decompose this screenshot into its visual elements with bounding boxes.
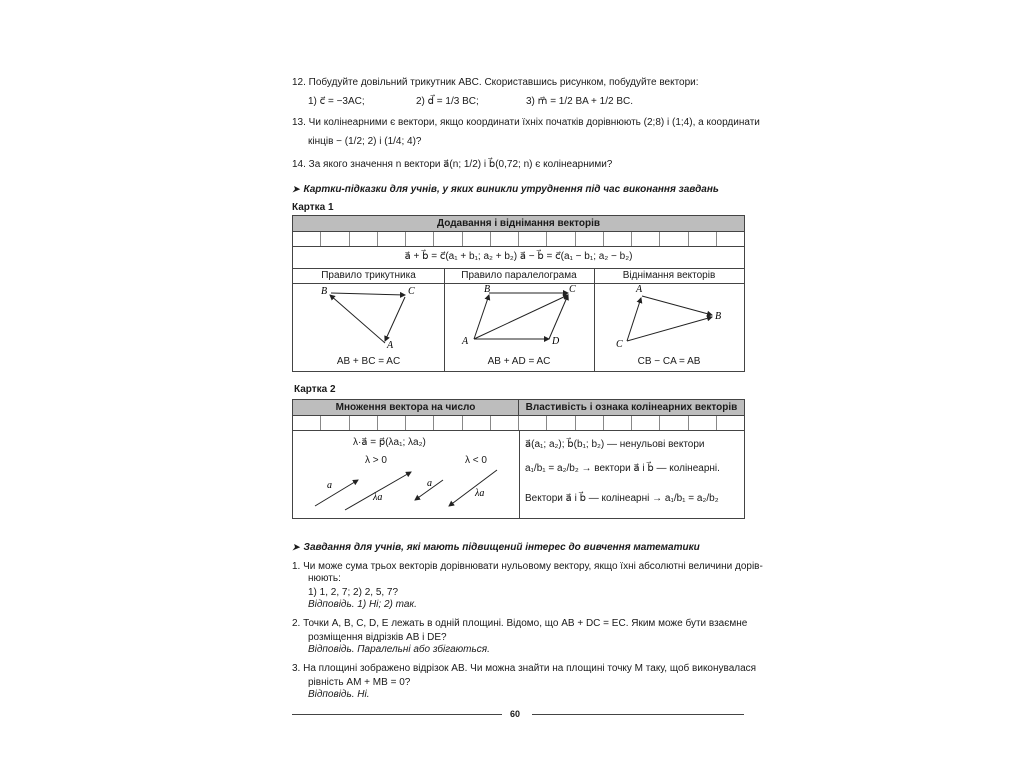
footer-rule-left: [292, 714, 502, 715]
card-1-formula: a⃗ + b⃗ = c⃗(a₁ + b₁; a₂ + b₂) a⃗ − b⃗ = c⃗(a₁ − b₁; a₂ − b₂): [293, 247, 744, 269]
arrow-bullet-icon: ➤: [292, 542, 300, 552]
adv-q2-answer: Відповідь. Паралельні або збігаються.: [308, 644, 490, 655]
svg-text:a⃗: a⃗: [327, 480, 340, 491]
scalar-multiplication-diagram: [293, 466, 519, 516]
adv-q2-line-1: 2. Точки A, B, C, D, E лежать в одній площині. Відомо, що AB + DC = EC. Яким може бути взаємне: [292, 618, 748, 629]
card-2-header-right: Властивість і ознака колінеарних векторів: [519, 400, 744, 416]
page-number: 60: [510, 709, 521, 719]
arrow-bullet-icon: ➤: [292, 184, 300, 194]
subtraction-diagram: [594, 284, 744, 356]
card-2-label: Картка 2: [294, 384, 336, 395]
vector-ab: [385, 297, 405, 341]
triangle-rule-diagram: [293, 284, 444, 356]
card-1-col-2-caption: AB + AD = AC: [487, 356, 551, 367]
card-2-header-left: Множення вектора на число: [293, 400, 519, 416]
adv-q3-line-2: рівність AM + MB = 0?: [308, 677, 411, 688]
svg-text:λa⃗: λa⃗: [373, 492, 391, 503]
point-b: B: [321, 286, 328, 297]
card-2-right-line-2: a₁/b₁ = a₂/b₂ → вектори a⃗ і b⃗ — колінеарні.: [525, 463, 720, 474]
svg-text:B: B: [484, 284, 491, 295]
lambda-positive: λ > 0: [365, 455, 387, 466]
adv-q3-answer: Відповідь. Ні.: [308, 689, 370, 700]
svg-text:a⃗: a⃗: [427, 478, 440, 489]
card-1-grid-row: [293, 232, 744, 247]
card-1-col-1-title: Правило трикутника: [293, 269, 444, 284]
card-2-grid-row: [293, 416, 744, 431]
svg-text:A: A: [636, 284, 643, 295]
card-1-header: Додавання і віднімання векторів: [293, 216, 744, 232]
adv-q1-line-2: нюють:: [308, 573, 341, 584]
card-1-col-3-caption: CB − CA = AB: [637, 356, 701, 367]
advanced-heading-text: Завдання для учнів, які мають підвищений інтерес до вивчення математики: [303, 542, 700, 553]
point-c: C: [408, 286, 415, 297]
vector-ac: [330, 295, 385, 343]
card-2-formula: λ·a⃗ = p⃗(λa₁; λa₂): [353, 437, 426, 448]
task-14: 14. За якого значення n вектори a⃗(n; 1/2) і b⃗(0,72; n) є колінеарними?: [292, 159, 613, 170]
advanced-heading: [292, 541, 700, 554]
task-12-item-1: 1) c⃗ = −3AC;: [308, 96, 365, 107]
task-12: 12. Побудуйте довільний трикутник ABC. Скориставшись рисунком, побудуйте вектори:: [292, 77, 699, 88]
svg-text:λa⃗: λa⃗: [475, 488, 493, 499]
lambda-negative: λ < 0: [465, 455, 487, 466]
adv-q2-line-2: розміщення відрізків AB і DE?: [308, 632, 447, 643]
hints-heading-text: Картки-підказки для учнів, у яких виникли утруднення під час виконання завдань: [303, 184, 719, 195]
parallelogram-rule-diagram: [444, 284, 594, 356]
card-1-col-1-caption: AB + BC = AC: [336, 356, 401, 367]
card-1-col-2-title: Правило паралелограма: [444, 269, 594, 284]
task-13-line-2: кінців − (1/2; 2) і (1/4; 4)?: [308, 136, 422, 147]
svg-text:A: A: [462, 336, 469, 347]
svg-text:B: B: [715, 311, 722, 322]
svg-text:C: C: [616, 339, 623, 350]
adv-q1-answer: Відповідь. 1) Ні; 2) так.: [308, 599, 417, 610]
card-1-col-3-title: Віднімання векторів: [594, 269, 744, 284]
task-12-item-2: 2) d⃗ = 1/3 BC;: [416, 96, 479, 107]
adv-q3-line-1: 3. На площині зображено відрізок AB. Чи можна знайти на площині точку M таку, щоб виконувалася: [292, 663, 757, 674]
svg-text:C: C: [569, 284, 576, 295]
svg-text:D: D: [552, 336, 560, 347]
card-2-right-line-3: Вектори a⃗ і b⃗ — колінеарні → a₁/b₁ = a₂/b₂: [525, 493, 719, 504]
footer-rule-right: [532, 714, 744, 715]
point-a: A: [387, 340, 394, 351]
task-13-line-1: 13. Чи колінеарними є вектори, якщо координати їхніх початків дорівнюють (2;8) і (1;4), а координати: [292, 117, 760, 128]
card-2-table: [292, 399, 745, 519]
card-1-label: Картка 1: [292, 202, 334, 213]
adv-q1-options: 1) 1, 2, 7; 2) 2, 5, 7?: [308, 587, 399, 598]
card-2-right-line-1: a⃗(a₁; a₂); b⃗(b₁; b₂) — ненульові вектори: [525, 439, 705, 450]
task-12-item-3: 3) m⃗ = 1/2 BA + 1/2 BC.: [526, 96, 634, 107]
adv-q1-line-1: 1. Чи може сума трьох векторів дорівнювати нульовому вектору, якщо їхні абсолютні величини дорів-: [292, 561, 763, 572]
vector-bc: [331, 293, 405, 295]
hints-heading: [292, 183, 719, 196]
card-1-table: [292, 215, 745, 372]
